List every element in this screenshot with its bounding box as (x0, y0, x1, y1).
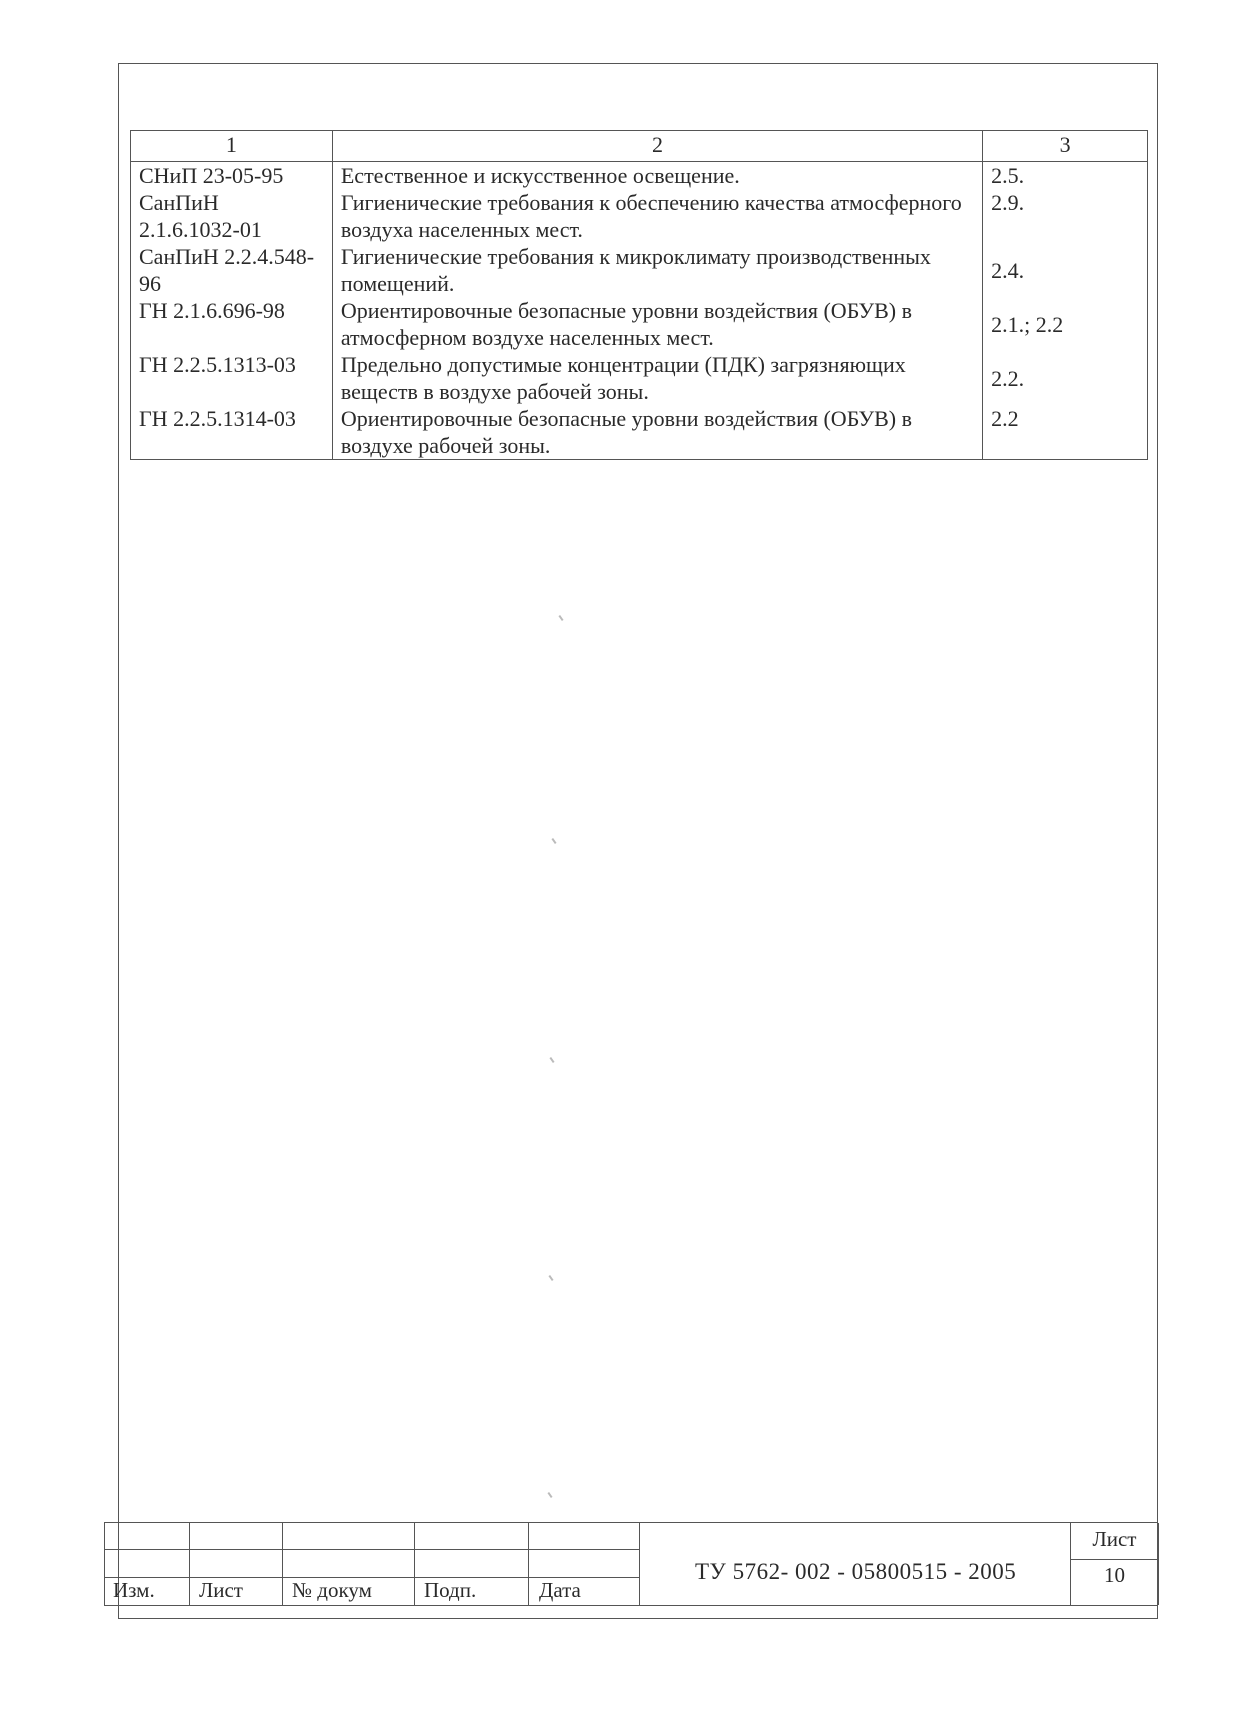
norm-clause: 2.4. (983, 243, 1148, 297)
norm-title: Ориентировочные безопасные уровни воздействия (ОБУВ) в атмосферном воздухе населенных мест. (332, 297, 982, 351)
norm-code: СНиП 23-05-95 (131, 162, 333, 190)
table-header-row (131, 131, 1148, 162)
title-block (104, 1522, 1158, 1606)
table-row (131, 162, 1148, 190)
document-number-label: № докум (292, 1578, 372, 1602)
grid-line (282, 1523, 283, 1605)
norm-title: Гигиенические требования к микроклимату производственных помещений. (332, 243, 982, 297)
norm-code: ГН 2.1.6.696-98 (131, 297, 333, 351)
table-row (131, 405, 1148, 460)
izm-label: Изм. (113, 1578, 155, 1602)
norm-clause: 2.2. (983, 351, 1148, 405)
norm-clause: 2.5. (983, 162, 1148, 190)
revision-grid (105, 1523, 640, 1605)
grid-line (105, 1549, 640, 1550)
sheet-number: 10 (1104, 1563, 1125, 1587)
sheet-divider (1071, 1559, 1158, 1560)
norm-code: СанПиН 2.1.6.1032-01 (131, 189, 333, 243)
table-row (131, 189, 1148, 243)
document-designation: ТУ 5762- 002 - 05800515 - 2005 (695, 1559, 1017, 1584)
norm-title: Гигиенические требования к обеспечению качества атмосферного воздуха населенных мест. (332, 189, 982, 243)
column-header-1: 1 (131, 131, 333, 162)
date-label: Дата (539, 1578, 581, 1602)
column-header-3: 3 (983, 131, 1148, 162)
list-label: Лист (199, 1578, 243, 1602)
table-row (131, 297, 1148, 351)
signature-label: Подп. (424, 1578, 477, 1602)
sheet-label: Лист (1092, 1527, 1137, 1551)
norm-code: ГН 2.2.5.1314-03 (131, 405, 333, 460)
norm-title: Естественное и искусственное освещение. (332, 162, 982, 190)
grid-line (414, 1523, 415, 1605)
norms-table (130, 130, 1148, 460)
norm-title: Ориентировочные безопасные уровни воздействия (ОБУВ) в воздухе рабочей зоны. (332, 405, 982, 460)
norm-code: СанПиН 2.2.4.548-96 (131, 243, 333, 297)
table-row (131, 351, 1148, 405)
norm-clause: 2.2 (983, 405, 1148, 460)
grid-line (189, 1523, 190, 1605)
norm-title: Предельно допустимые концентрации (ПДК) загрязняющих веществ в воздухе рабочей зоны. (332, 351, 982, 405)
norm-clause: 2.1.; 2.2 (983, 297, 1148, 351)
norm-code: ГН 2.2.5.1313-03 (131, 351, 333, 405)
column-header-2: 2 (332, 131, 982, 162)
sheet-box (1070, 1523, 1159, 1605)
grid-line (528, 1523, 529, 1605)
table-row (131, 243, 1148, 297)
norm-clause: 2.9. (983, 189, 1148, 243)
